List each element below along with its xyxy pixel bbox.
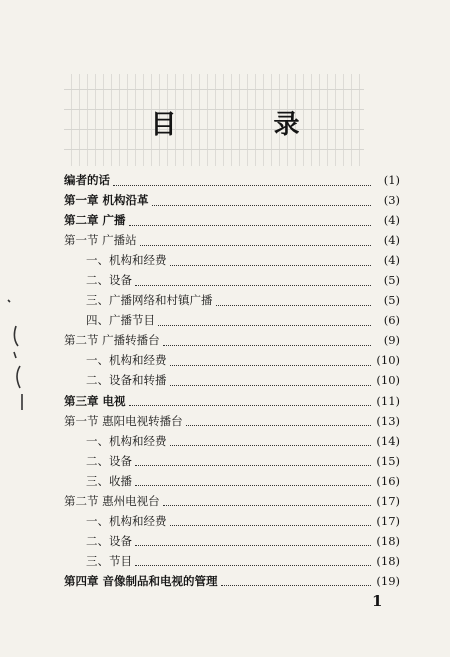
toc-entry [0,491,450,511]
toc-entry [0,330,450,350]
dot-leader [140,235,371,246]
toc-entry-page: (6) [383,313,400,328]
toc-entry [0,190,450,210]
toc-entry-label: 二、设备 [86,453,132,468]
dot-leader [170,355,372,366]
dot-leader [163,335,371,346]
toc-entry [0,431,450,451]
toc-entry-label: 第一节 广播站 [64,233,137,248]
dot-leader [170,375,372,386]
toc-entry-label: 第四章 音像制品和电视的管理 [64,573,218,588]
toc-entry-label: 第二章 广播 [64,213,126,228]
dot-leader [163,495,371,506]
toc-entry-page: (4) [383,253,400,268]
dot-leader [216,295,372,306]
toc-entry [0,270,450,290]
toc-entry [0,471,450,491]
toc-entry [0,290,450,310]
dot-leader [221,575,371,586]
dot-leader [170,515,372,526]
toc-entry-label: 三、广播网络和村镇广播 [86,293,213,308]
toc-entry-page: (1) [383,173,400,187]
table-of-contents [0,170,450,591]
dot-leader [152,195,371,206]
toc-entry [0,411,450,431]
toc-entry [0,551,450,571]
toc-entry [0,451,450,471]
toc-entry-page: (18) [376,553,400,568]
toc-entry-label: 第一节 惠阳电视转播台 [64,413,183,428]
toc-entry [0,531,450,551]
toc-entry-label: 二、设备和转播 [86,373,167,388]
toc-entry [0,210,450,230]
toc-entry-page: (10) [376,373,400,388]
toc-entry [0,250,450,270]
toc-entry-page: (13) [376,413,400,428]
scan-artifact-marks [4,296,26,416]
toc-entry-label: 第三章 电视 [64,393,126,408]
dot-leader [113,175,371,186]
toc-entry-label: 二、设备 [86,533,132,548]
toc-entry-label: 三、收播 [86,473,132,488]
toc-entry-page: (19) [376,573,400,588]
toc-entry-page: (11) [376,393,400,408]
toc-entry-page: (17) [376,493,400,508]
toc-entry [0,571,450,591]
toc-entry [0,230,450,250]
dot-leader [158,315,371,326]
dot-leader [129,395,371,406]
dot-leader [135,275,371,286]
toc-entry [0,350,450,370]
toc-entry-label: 三、节目 [86,553,132,568]
toc-entry-label: 一、机构和经费 [86,353,167,368]
toc-entry [0,310,450,330]
toc-entry-label: 二、设备 [86,273,132,288]
toc-entry-page: (9) [383,333,400,348]
toc-entry-page: (15) [376,453,400,468]
toc-entry-page: (14) [376,433,400,448]
toc-entry-label: 一、机构和经费 [86,433,167,448]
dot-leader [170,435,372,446]
dot-leader [129,215,371,226]
toc-entry-page: (5) [383,293,400,308]
dot-leader [135,555,371,566]
toc-entry-label: 第二节 惠州电视台 [64,493,160,508]
toc-entry [0,511,450,531]
dot-leader [135,475,371,486]
page-title: 目 录 [150,110,344,140]
toc-entry-label: 编者的话 [64,173,110,187]
dot-leader [186,415,371,426]
page-number: 1 [372,592,383,610]
dot-leader [135,535,371,546]
toc-entry-page: (17) [376,513,400,528]
toc-entry-page: (16) [376,473,400,488]
dot-leader [135,455,371,466]
toc-entry-page: (4) [383,213,400,228]
toc-entry [0,170,450,190]
toc-entry-label: 四、广播节目 [86,313,155,328]
toc-entry-label: 第二节 广播转播台 [64,333,160,348]
toc-entry-label: 第一章 机构沿革 [64,193,149,208]
toc-entry [0,391,450,411]
toc-entry-page: (4) [383,233,400,248]
toc-entry-page: (5) [383,273,400,288]
toc-entry [0,370,450,390]
toc-entry-page: (10) [376,353,400,368]
dot-leader [170,255,372,266]
toc-entry-label: 一、机构和经费 [86,253,167,268]
toc-entry-page: (18) [376,533,400,548]
toc-entry-page: (3) [383,193,400,208]
toc-entry-label: 一、机构和经费 [86,513,167,528]
